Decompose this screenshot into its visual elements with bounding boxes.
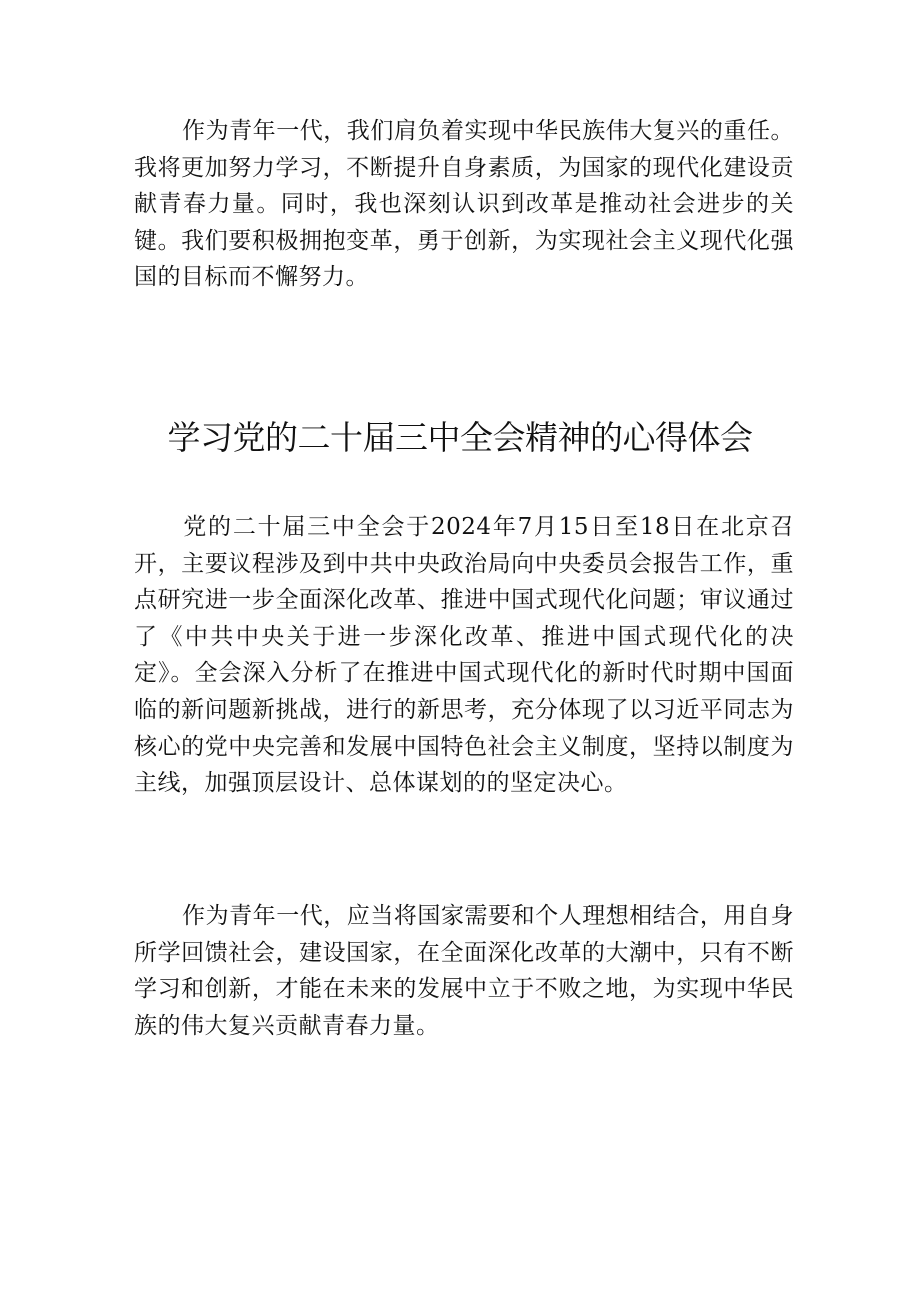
paragraph-text: 作为青年一代，我们肩负着实现中华民族伟大复兴的重任。我将更加努力学习，不断提升自身素质，为国家的现代化建设贡献青春力量。同时，我也深刻认识到改革是推动社会进步的关键。我们要积极拥抱变革，勇于创新，为实现社会主义现代化强国的目标而不懈努力。 (134, 118, 794, 291)
paragraph-plenum-summary (134, 509, 794, 802)
paragraph-text: 作为青年一代，应当将国家需要和个人理想相结合，用自身所学回馈社会，建设国家，在全面深化改革的大潮中，只有不断学习和创新，才能在未来的发展中立于不败之地，为实现中华民族的伟大复兴贡献青春力量。 (134, 903, 794, 1039)
paragraph-youth-responsibility (134, 113, 794, 296)
paragraph-youth-reflection (134, 898, 794, 1044)
paragraph-text: 党的二十届三中全会于2024年7月15日至18日在北京召开，主要议程涉及到中共中央政治局向中央委员会报告工作，重点研究进一步全面深化改革、推进中国式现代化问题；审议通过了《中共中央关于进一步深化改革、推进中国式现代化的决定》。全会深入分析了在推进中国式现代化的新时代时期中国面临的新问题新挑战，进行的新思考，充分体现了以习近平同志为核心的党中央完善和发展中国特色社会主义制度，坚持以制度为主线，加强顶层设计、总体谋划的的坚定决心。 (134, 514, 794, 797)
document-title: 学习党的二十届三中全会精神的心得体会 (167, 418, 753, 457)
